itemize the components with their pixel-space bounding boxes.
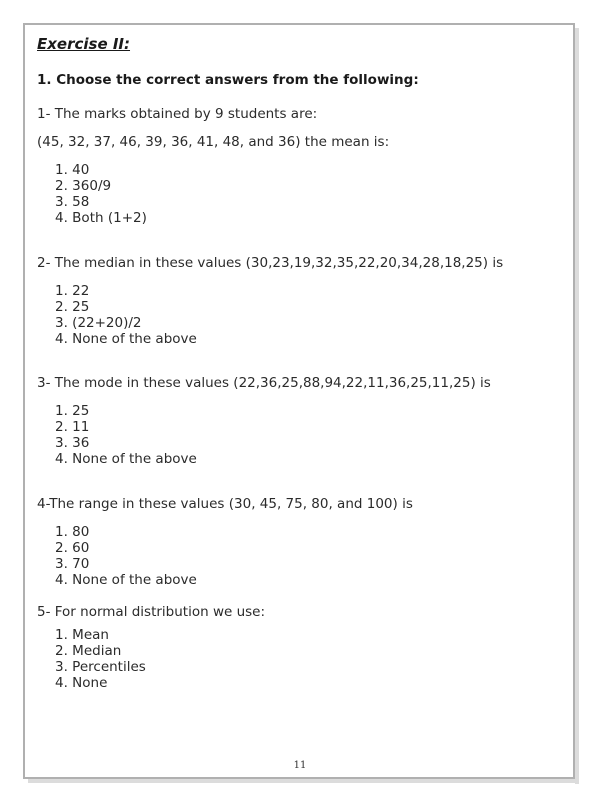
question-5-option-4: 4. None	[55, 675, 108, 691]
question-3-option-1: 1. 25	[55, 403, 90, 419]
page-shadow-right	[575, 28, 579, 784]
question-1-text: 1- The marks obtained by 9 students are:	[37, 106, 318, 122]
page-number: 11	[293, 760, 307, 771]
question-2-text: 2- The median in these values (30,23,19,32,35,22,20,34,28,18,25) is	[37, 255, 504, 271]
question-1-option-4: 4. Both (1+2)	[55, 210, 147, 226]
question-4-text: 4-The range in these values (30, 45, 75, 80, and 100) is	[37, 496, 413, 512]
question-3-option-3: 3. 36	[55, 435, 90, 451]
question-5-option-3: 3. Percentiles	[55, 659, 146, 675]
exercise-title: Exercise II:	[37, 35, 131, 53]
question-4-option-3: 3. 70	[55, 556, 90, 572]
question-2-option-2: 2. 25	[55, 299, 90, 315]
question-3-option-4: 4. None of the above	[55, 451, 197, 467]
question-3-option-2: 2. 11	[55, 419, 90, 435]
question-1-option-3: 3. 58	[55, 194, 90, 210]
question-3-text: 3- The mode in these values (22,36,25,88,94,22,11,36,25,11,25) is	[37, 375, 491, 391]
question-4-option-2: 2. 60	[55, 540, 90, 556]
question-2-option-3: 3. (22+20)/2	[55, 315, 142, 331]
question-5-option-2: 2. Median	[55, 643, 122, 659]
instruction-heading: 1. Choose the correct answers from the following:	[37, 72, 419, 88]
question-5-option-1: 1. Mean	[55, 627, 109, 643]
question-4-options	[55, 524, 197, 588]
page-shadow-bottom	[28, 779, 579, 783]
question-1-data: (45, 32, 37, 46, 39, 36, 41, 48, and 36) the mean is:	[37, 134, 390, 150]
question-3-options	[55, 403, 197, 467]
question-4-option-4: 4. None of the above	[55, 572, 197, 588]
question-5-options	[55, 627, 146, 691]
question-1-option-1: 1. 40	[55, 162, 90, 178]
question-2-option-1: 1. 22	[55, 283, 90, 299]
question-1-options	[55, 162, 147, 226]
question-1-option-2: 2. 360/9	[55, 178, 112, 194]
question-2-options	[55, 283, 197, 347]
question-5-text: 5- For normal distribution we use:	[37, 604, 266, 620]
question-4-option-1: 1. 80	[55, 524, 90, 540]
question-2-option-4: 4. None of the above	[55, 331, 197, 347]
